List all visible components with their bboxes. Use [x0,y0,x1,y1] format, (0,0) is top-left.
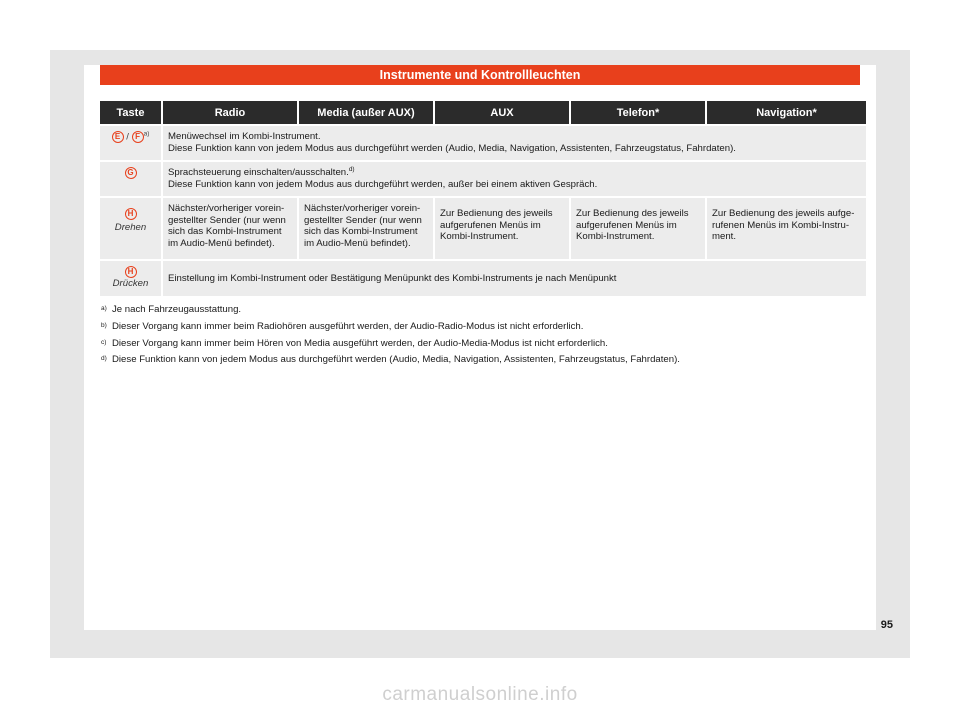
footnote [101,352,861,369]
media-cell: Nächster/vorheriger voreingestellter Sender (nur wenn sich das Kombi-Instrument im Audio-Menü befindet). [299,196,433,259]
function-text: Menüwechsel im Kombi-Instrument. [168,131,321,142]
footnote-text: Dieser Vorgang kann immer beim Radiohören ausgeführt werden, der Audio-Radio-Modus ist nicht erforderlich. [112,320,584,332]
key-f-icon: F [132,131,144,143]
footnote-ref: d) [348,165,355,173]
footnote-text: Je nach Fahrzeugausstattung. [112,304,242,315]
footnote [101,336,861,353]
function-cell [163,124,866,160]
column-header-telefon: Telefon* [571,101,705,124]
function-cell [163,160,866,196]
key-e-icon: E [112,131,124,143]
key-h-icon: H [125,208,137,220]
key-action-label: Drehen [114,222,147,234]
table-row [100,160,866,196]
page-number: 95 [880,619,893,631]
footnote [101,302,861,319]
footnote [101,319,861,336]
footnote-ref: a) [143,130,150,138]
key-cell [100,160,161,196]
table-row [100,259,866,296]
function-text: Sprachsteuerung einschalten/ausschalten. [168,167,349,178]
table-header-row [100,101,866,124]
column-header-navigation: Navigation* [707,101,866,124]
radio-cell: Nächster/vorheriger voreingestellter Sender (nur wenn sich das Kombi-Instrument im Audio-Menü befindet). [163,196,297,259]
controls-table [98,101,868,296]
table-row [100,124,866,160]
function-text-detail: Diese Funktion kann von jedem Modus aus durchgeführt werden (Audio, Media, Navigation, Assistenten, Fahrzeugstatus, Fahrdaten). [168,142,736,154]
navigation-cell: Zur Bedienung des jeweils aufgerufenen Menüs im Kombi-Instrument. [707,196,866,259]
footnotes [101,302,861,369]
section-title: Instrumente und Kontrollleuchten [100,65,860,85]
footnote-mark: b) [101,321,107,329]
key-cell [100,196,161,259]
function-text-detail: Diese Funktion kann von jedem Modus aus durchgeführt werden, außer bei einem aktiven Gespräch. [168,178,598,190]
column-header-media: Media (außer AUX) [299,101,433,124]
column-header-aux: AUX [435,101,569,124]
footnote-mark: a) [101,305,107,312]
footnote-mark: c) [101,338,107,346]
function-cell: Einstellung im Kombi-Instrument oder Bestätigung Menüpunkt des Kombi-Instruments je nach Menüpunkt [163,259,866,296]
key-action-label: Drücken [112,278,149,290]
table-row [100,196,866,259]
footnote-mark: d) [101,355,107,363]
key-g-icon: G [125,167,137,179]
key-h-icon: H [125,266,137,278]
telefon-cell: Zur Bedienung des jeweils aufgerufenen Menüs im Kombi-Instrument. [571,196,705,259]
footnote-text: Dieser Vorgang kann immer beim Hören von Media ausgeführt werden, der Audio-Media-Modus ist nicht erforderlich. [112,337,608,349]
column-header-radio: Radio [163,101,297,124]
footnote-text: Diese Funktion kann von jedem Modus aus durchgeführt werden (Audio, Media, Navigation, Assistenten, Fahrzeugstatus, Fahrdaten). [112,354,680,366]
watermark: carmanualsonline.info [382,684,578,705]
key-cell [100,124,161,160]
key-cell [100,259,161,296]
column-header-taste: Taste [100,101,161,124]
aux-cell: Zur Bedienung des jeweils aufgerufenen Menüs im Kombi-Instrument. [435,196,569,259]
key-separator: / [126,131,129,143]
